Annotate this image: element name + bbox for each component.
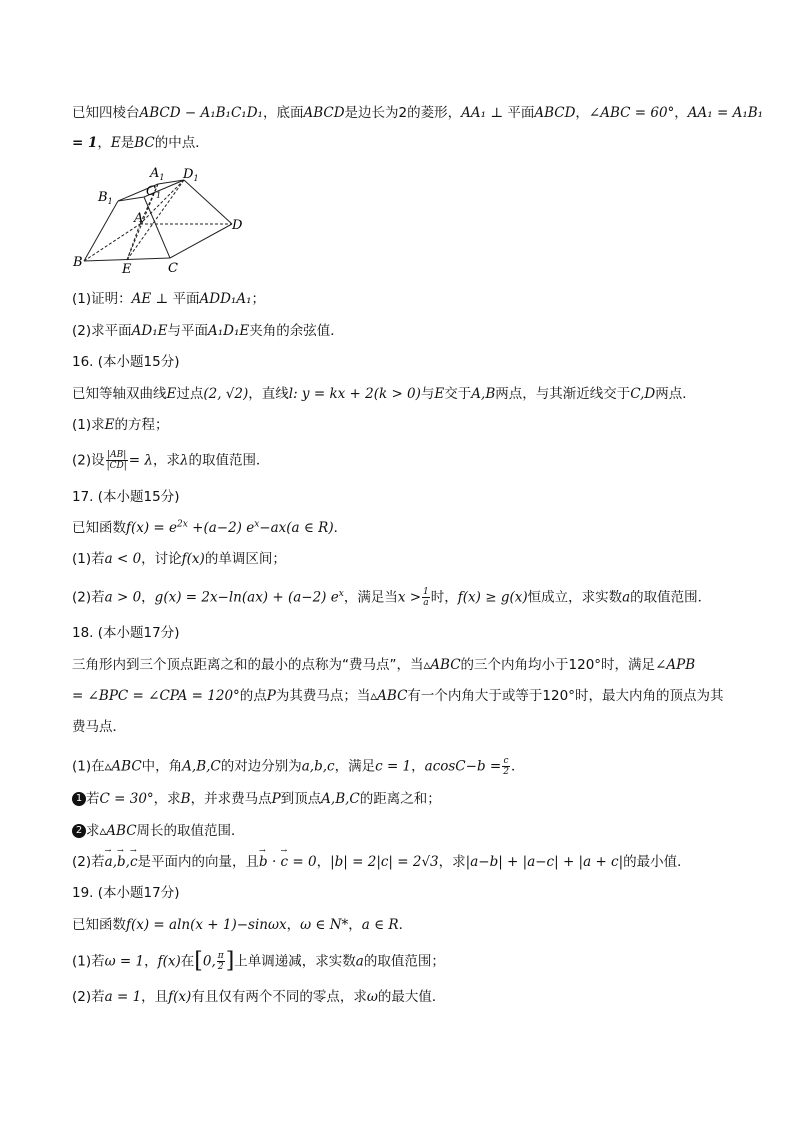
edge-b-a-hidden [84,224,140,261]
label-b1: $B_1$ [98,190,113,206]
label-d: D [232,218,243,233]
q19-header: 19. (本小题17分) [72,885,180,901]
q18-stem-line1: 三角形内到三个顶点距离之和的最小的点称为“费马点”，当▵ABC的三个内角均小于120°时，满足∠APB [72,657,696,673]
q16-part1: (1)求E的方程； [72,417,169,433]
q18-part2: (2)若→ a,→ b,→ c是平面内的向量，且→ b · → c = 0，|b| = 2|c| = 2√3，求|a−b| + |a−c| + |a + c|的最小值． [72,853,691,871]
label-c: C [168,261,178,276]
q16-stem: 已知等轴双曲线E过点(2, √2)，直线l: y = kx + 2(k > 0)与E交于A,B两点，与其渐近线交于C,D两点． [72,386,696,402]
edge-b1-b [84,201,118,261]
q17-stem: 已知函数$f(x) = e^{2x} +(a-2)$ $e^x-ax(a$ ∈ R)． [72,519,348,536]
q18-stem-line2: = ∠BPC = ∠CPA = 120°的点P为其费马点；当▵ABC有一个内角大于或等于120°时，最大内角的顶点为其 [72,688,724,704]
label-a: A [134,211,144,226]
label-a1: $A_1$ [150,166,165,182]
edge-d1-d [184,180,232,224]
label-b: B [73,255,83,270]
q18-sub2: 2 求▵ABC周长的取值范围． [72,822,245,840]
circled-number-2: 2 [72,824,86,838]
q18-part1: (1)在▵ABC中，角A,B,C的对边分别为a,b,c，满足c = 1，acosC−b = $\frac{c}{2}$ ． [72,756,525,777]
frustum-figure [72,166,252,278]
q16-header: 16. (本小题15分) [72,354,180,370]
exam-page [72,0,764,1123]
q18-sub1: 1 若C = 30°，求B，并求费马点P到顶点A,B,C的距离之和； [72,790,441,808]
q18-header: 18. (本小题17分) [72,625,180,641]
circled-number-1: 1 [72,792,86,806]
label-e: E [122,262,132,277]
one-over-a-fraction: $\frac{1}{a}$ [423,587,429,608]
q17-part2: (2)若a > 0，g(x) = 2x−ln(ax) + (a−2) $e^x$，满足当x > $\frac{1}{a}$ 时，f(x) ≥ g(x)恒成立，求实数a的取值范围． [72,587,712,608]
pi-over-2-fraction: $\frac{\pi}{2}$ [217,951,224,972]
edge-c-d [170,224,232,258]
q16-part2: (2)设 $\frac{|AB|}{|CD|}$ = λ，求λ的取值范围． [72,450,270,471]
edge-c1-c [144,197,170,258]
q15-stem-line1: 已知四棱台ABCD − A₁B₁C₁D₁，底面ABCD是边长为2的菱形，AA₁ ⊥ 平面ABCD，∠ABC = 60°，AA₁ = A₁B₁ [72,105,764,121]
q18-stem-line3: 费马点． [72,719,126,735]
q17-part1: (1)若a < 0，讨论f(x)的单调区间； [72,551,286,567]
label-c1: $C_1$ [146,184,162,200]
q19-part2: (2)若a = 1，且f(x)有且仅有两个不同的零点，求ω的最大值． [72,989,446,1005]
q19-part1: (1)若ω = 1，f(x)在[0, $\frac{\pi}{2}$ ]上单调递减，求实数a的取值范围； [72,948,445,974]
c-over-2-fraction: $\frac{c}{2}$ [503,756,509,777]
q17-header: 17. (本小题15分) [72,489,180,505]
ab-over-cd-fraction: $\frac{|AB|}{|CD|}$ [106,450,127,471]
q19-stem: 已知函数f(x) = aln(x + 1)−sinωx，ω ∈ N*，a ∈ R． [72,917,413,933]
q15-part2: (2)求平面AD₁E与平面A₁D₁E夹角的余弦值． [72,323,344,339]
q15-part1: (1)证明：AE ⊥ 平面ADD₁A₁； [72,291,265,307]
label-d1: $D_1$ [183,167,199,183]
q15-stem-line2: = 1，E是BC的中点． [72,135,209,151]
